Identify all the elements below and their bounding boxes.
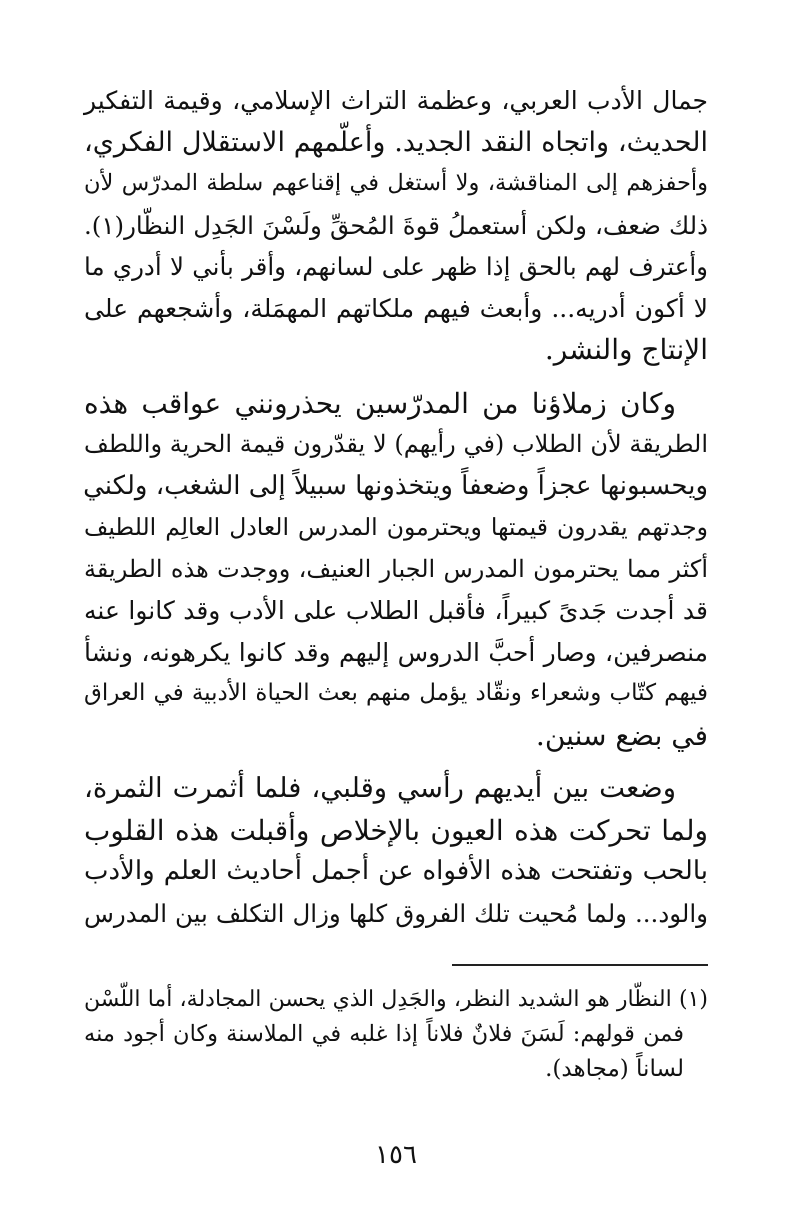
text-line: أكثر مما يحترمون المدرس الجبار العنيف، ووجدت هذه الطريقة bbox=[84, 554, 708, 583]
text-line: وجدتهم يقدرون قيمتها ويحترمون المدرس العادل العالِم اللطيف bbox=[84, 513, 708, 541]
paragraph-1 bbox=[84, 80, 708, 371]
paragraph-2 bbox=[84, 383, 708, 757]
footnote-line: فمن قولهم: لَسَنَ فلانٌ فلاناً إذا غلبه في الملاسنة وكان أجود منه bbox=[84, 1021, 684, 1047]
text-line: ولما تحركت هذه العيون بالإخلاص وأقبلت هذه القلوب bbox=[84, 813, 708, 847]
text-line: ذلك ضعف، ولكن أستعملُ قوةَ المُحقِّ ولَسْنَ الجَدِل النظّار(١). bbox=[84, 210, 708, 240]
text-line: الحديث، واتجاه النقد الجديد. وأعلّمهم الاستقلال الفكري، bbox=[84, 126, 708, 158]
footnote-separator bbox=[452, 964, 708, 966]
text-line: جمال الأدب العربي، وعظمة التراث الإسلامي، وقيمة التفكير bbox=[84, 86, 708, 115]
text-line: في بضع سنين. bbox=[535, 718, 708, 752]
page-number: ١٥٦ bbox=[375, 1140, 417, 1170]
text-line: وضعت بين أيديهم رأسي وقلبي، فلما أثمرت الثمرة، bbox=[84, 772, 676, 804]
text-line: ويحسبونها عجزاً وضعفاً ويتخذونها سبيلاً إلى الشغب، ولكني bbox=[83, 470, 708, 501]
text-line: وأعترف لهم بالحق إذا ظهر على لسانهم، وأقر بأني لا أدري ما bbox=[84, 252, 708, 281]
text-line: لا أكون أدريه... وأبعث فيهم ملكاتهم المهمَلة، وأشجعهم على bbox=[84, 293, 708, 323]
footnote-line: لساناً (مجاهد). bbox=[545, 1056, 684, 1082]
text-line: فيهم كتّاب وشعراء ونقّاد يؤمل منهم بعث الحياة الأدبية في العراق bbox=[84, 680, 708, 706]
paragraph-3 bbox=[84, 768, 708, 934]
text-line: بالحب وتفتحت هذه الأفواه عن أجمل أحاديث العلم والأدب bbox=[84, 856, 708, 886]
text-line: الإنتاج والنشر. bbox=[544, 333, 708, 366]
text-line: الطريقة لأن الطلاب (في رأيهم) لا يقدّرون قيمة الحرية واللطف bbox=[84, 430, 708, 458]
footnote-line: (١) النظّار هو الشديد النظر، والجَدِل الذي يحسن المجادلة، أما اللّسْن bbox=[84, 987, 708, 1012]
text-line: وكان زملاؤنا من المدرّسين يحذرونني عواقب هذه bbox=[84, 386, 676, 420]
text-line: والود... ولما مُحيت تلك الفروق كلها وزال التكلف بين المدرس bbox=[84, 898, 708, 928]
text-line: قد أجدت جَدىً كبيراً، فأقبل الطلاب على الأدب وقد كانوا عنه bbox=[84, 596, 708, 625]
book-page bbox=[84, 80, 708, 1210]
footnote bbox=[84, 982, 708, 1087]
text-line: منصرفين، وصار أحبَّ الدروس إليهم وقد كانوا يكرهونه، ونشأ bbox=[84, 637, 708, 667]
text-line: وأحفزهم إلى المناقشة، ولا أستغل في إقناعهم سلطة المدرّس لأن bbox=[84, 170, 708, 196]
